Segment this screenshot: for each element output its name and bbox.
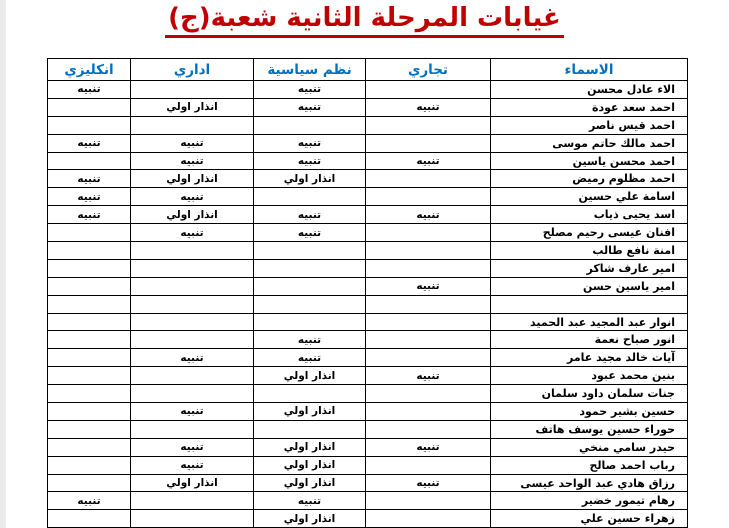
tijari-cell: تنبيه <box>366 98 491 116</box>
nudhum-cell: انذار اولي <box>254 456 366 474</box>
inglizi-cell <box>48 474 131 492</box>
header-row <box>48 59 688 81</box>
table-row <box>48 188 688 206</box>
student-name-cell <box>491 295 688 313</box>
nudhum-cell <box>254 385 366 403</box>
idari-cell: تنبيه <box>131 349 254 367</box>
inglizi-cell <box>48 242 131 260</box>
nudhum-cell: تنبيه <box>254 98 366 116</box>
inglizi-cell <box>48 295 131 313</box>
idari-cell: تنبيه <box>131 134 254 152</box>
student-name-cell: امير ياسين حسن <box>491 277 688 295</box>
table-row <box>48 295 688 313</box>
student-name-cell: رزاق هادي عبد الواحد عيسى <box>491 474 688 492</box>
idari-cell: تنبيه <box>131 152 254 170</box>
column-header-tijari: تجاري <box>366 59 491 81</box>
nudhum-cell <box>254 188 366 206</box>
student-name-cell: انور صباح نعمة <box>491 331 688 349</box>
nudhum-cell: انذار اولي <box>254 510 366 528</box>
idari-cell <box>131 116 254 134</box>
inglizi-cell <box>48 224 131 242</box>
tijari-cell <box>366 456 491 474</box>
inglizi-cell <box>48 331 131 349</box>
idari-cell <box>131 331 254 349</box>
inglizi-cell: تنبيه <box>48 206 131 224</box>
tijari-cell <box>366 242 491 260</box>
tijari-cell <box>366 403 491 421</box>
nudhum-cell: انذار اولي <box>254 367 366 385</box>
nudhum-cell: تنبيه <box>254 492 366 510</box>
idari-cell: تنبيه <box>131 456 254 474</box>
column-header-idari: اداري <box>131 59 254 81</box>
table-row <box>48 224 688 242</box>
table-row <box>48 367 688 385</box>
inglizi-cell: تنبيه <box>48 492 131 510</box>
student-name-cell: رباب احمد صالح <box>491 456 688 474</box>
student-name-cell: رهام تيمور خضير <box>491 492 688 510</box>
idari-cell <box>131 295 254 313</box>
student-name-cell: افنان عيسى رحيم مصلح <box>491 224 688 242</box>
table-row <box>48 331 688 349</box>
idari-cell: تنبيه <box>131 188 254 206</box>
idari-cell <box>131 313 254 331</box>
tijari-cell: تنبيه <box>366 367 491 385</box>
tijari-cell: تنبيه <box>366 152 491 170</box>
tijari-cell <box>366 349 491 367</box>
nudhum-cell: انذار اولي <box>254 170 366 188</box>
inglizi-cell <box>48 349 131 367</box>
inglizi-cell <box>48 420 131 438</box>
inglizi-cell <box>48 403 131 421</box>
tijari-cell <box>366 385 491 403</box>
idari-cell <box>131 81 254 99</box>
idari-cell <box>131 242 254 260</box>
table-row <box>48 170 688 188</box>
table-row <box>48 134 688 152</box>
column-header-nudhum: نظم سياسية <box>254 59 366 81</box>
nudhum-cell: انذار اولي <box>254 403 366 421</box>
inglizi-cell <box>48 385 131 403</box>
idari-cell <box>131 385 254 403</box>
table-row <box>48 510 688 528</box>
student-name-cell: احمد سعد عودة <box>491 98 688 116</box>
student-name-cell: حيدر سامي منخي <box>491 438 688 456</box>
table-row <box>48 116 688 134</box>
tijari-cell <box>366 331 491 349</box>
column-header-inglizi: انكليزي <box>48 59 131 81</box>
inglizi-cell: تنبيه <box>48 188 131 206</box>
nudhum-cell: تنبيه <box>254 206 366 224</box>
nudhum-cell: تنبيه <box>254 349 366 367</box>
nudhum-cell: انذار اولي <box>254 438 366 456</box>
table-row <box>48 152 688 170</box>
idari-cell: انذار اولي <box>131 98 254 116</box>
idari-cell: انذار اولي <box>131 206 254 224</box>
nudhum-cell <box>254 313 366 331</box>
student-name-cell: بنين محمد عبود <box>491 367 688 385</box>
nudhum-cell <box>254 116 366 134</box>
inglizi-cell <box>48 438 131 456</box>
table-row <box>48 81 688 99</box>
student-name-cell: جنات سلمان داود سلمان <box>491 385 688 403</box>
student-name-cell: اسد يحيى ذياب <box>491 206 688 224</box>
student-name-cell: حوراء حسين يوسف هاتف <box>491 420 688 438</box>
student-name-cell: احمد محسن ياسين <box>491 152 688 170</box>
tijari-cell <box>366 224 491 242</box>
nudhum-cell <box>254 277 366 295</box>
idari-cell: تنبيه <box>131 224 254 242</box>
idari-cell <box>131 277 254 295</box>
tijari-cell <box>366 420 491 438</box>
student-name-cell: امير عارف شاكر <box>491 259 688 277</box>
tijari-cell <box>366 510 491 528</box>
student-name-cell: انوار عبد المجيد عبد الحميد <box>491 313 688 331</box>
table-row <box>48 420 688 438</box>
student-name-cell: زهراء حسين علي <box>491 510 688 528</box>
tijari-cell <box>366 295 491 313</box>
table-row <box>48 242 688 260</box>
student-name-cell: حسين بشير حمود <box>491 403 688 421</box>
inglizi-cell <box>48 367 131 385</box>
tijari-cell <box>366 313 491 331</box>
inglizi-cell <box>48 152 131 170</box>
nudhum-cell: تنبيه <box>254 152 366 170</box>
nudhum-cell <box>254 295 366 313</box>
nudhum-cell: تنبيه <box>254 134 366 152</box>
title-container <box>0 3 729 38</box>
absence-table <box>47 58 688 528</box>
inglizi-cell: تنبيه <box>48 134 131 152</box>
inglizi-cell <box>48 510 131 528</box>
table-row <box>48 277 688 295</box>
table-row <box>48 438 688 456</box>
inglizi-cell <box>48 116 131 134</box>
table-row <box>48 474 688 492</box>
table-header <box>48 59 688 81</box>
tijari-cell <box>366 81 491 99</box>
tijari-cell: تنبيه <box>366 438 491 456</box>
inglizi-cell <box>48 313 131 331</box>
idari-cell: تنبيه <box>131 403 254 421</box>
idari-cell <box>131 367 254 385</box>
table-row <box>48 259 688 277</box>
tijari-cell <box>366 188 491 206</box>
table-row <box>48 98 688 116</box>
student-name-cell: آيات خالد مجيد عامر <box>491 349 688 367</box>
table-body <box>48 81 688 528</box>
student-name-cell: الاء عادل محسن <box>491 81 688 99</box>
table-row <box>48 206 688 224</box>
table-row <box>48 385 688 403</box>
idari-cell: تنبيه <box>131 438 254 456</box>
table-row <box>48 349 688 367</box>
tijari-cell: تنبيه <box>366 277 491 295</box>
idari-cell <box>131 492 254 510</box>
page-margin-strip <box>0 0 6 528</box>
idari-cell <box>131 420 254 438</box>
tijari-cell <box>366 116 491 134</box>
tijari-cell: تنبيه <box>366 206 491 224</box>
nudhum-cell: تنبيه <box>254 331 366 349</box>
tijari-cell <box>366 134 491 152</box>
table-row <box>48 313 688 331</box>
idari-cell: انذار اولي <box>131 170 254 188</box>
inglizi-cell <box>48 277 131 295</box>
tijari-cell <box>366 492 491 510</box>
idari-cell <box>131 510 254 528</box>
nudhum-cell: تنبيه <box>254 224 366 242</box>
table-row <box>48 456 688 474</box>
nudhum-cell <box>254 242 366 260</box>
tijari-cell: تنبيه <box>366 474 491 492</box>
inglizi-cell <box>48 98 131 116</box>
inglizi-cell: تنبيه <box>48 170 131 188</box>
nudhum-cell: تنبيه <box>254 81 366 99</box>
inglizi-cell: تنبيه <box>48 81 131 99</box>
student-name-cell: احمد مظلوم رميض <box>491 170 688 188</box>
idari-cell <box>131 259 254 277</box>
tijari-cell <box>366 259 491 277</box>
nudhum-cell: انذار اولي <box>254 474 366 492</box>
page-title: غيابات المرحلة الثانية شعبة(ج) <box>165 3 564 38</box>
student-name-cell: احمد مالك حاتم موسى <box>491 134 688 152</box>
inglizi-cell <box>48 456 131 474</box>
student-name-cell: احمد قيس ناصر <box>491 116 688 134</box>
nudhum-cell <box>254 259 366 277</box>
table-row <box>48 403 688 421</box>
nudhum-cell <box>254 420 366 438</box>
idari-cell: انذار اولي <box>131 474 254 492</box>
table-row <box>48 492 688 510</box>
column-header-name: الاسماء <box>491 59 688 81</box>
student-name-cell: اسامة علي حسين <box>491 188 688 206</box>
student-name-cell: امنة نافع طالب <box>491 242 688 260</box>
inglizi-cell <box>48 259 131 277</box>
tijari-cell <box>366 170 491 188</box>
